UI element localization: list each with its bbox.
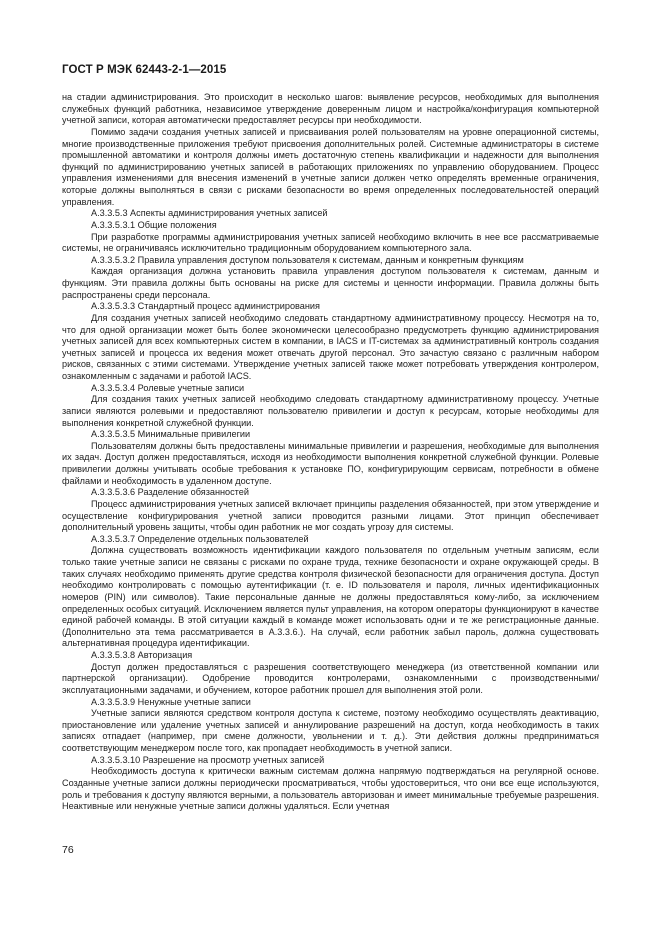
paragraph: А.3.3.5.3.5 Минимальные привилегии [91,429,251,440]
paragraph: на стадии администрирования. Это происходит в несколько шагов: выявление ресурсов, необходимых для выполнения служебных функций работника, независимое утверждение доверенным лицом и настройка/конфигурация компьютерной учетной записи, которая автоматически предоставляет ресурсы при необходимости. [62,92,599,126]
paragraph: А.3.3.5.3.4 Ролевые учетные записи [91,382,245,393]
paragraph: Для создания учетных записей необходимо следовать стандартному административному процессу. Несмотря на то, что для одной организации может быть более экономически целесообразно предусмотреть функцию администрирования учетных записей для всех компьютерных систем в компании, в IACS и IT-системах за административный контроль создания учетных записей и процесса их ведения может отвечать другой персонал. Это зачастую связано с различным набором рисков, связанных с этими системами. Утверждение учетных записей также может потребовать утверждения контролером, ознакомленным с задачами и работой IACS. [62,312,599,381]
paragraph: Необходимость доступа к критически важным системам должна напрямую подтверждаться на регулярной основе. Созданные учетные записи должны периодически просматриваться, чтобы удостовериться, что они все еще используются, роль и требования к доступу являются верными, а пользователь авторизован и имеет минимальные требуемые разрешения. Неактивные или ненужные учетные записи должны удаляться. Если учетная [62,766,599,812]
paragraph: А.3.3.5.3.2 Правила управления доступом пользователя к системам, данным и конкретным функциям [91,254,524,265]
paragraph: Пользователям должны быть предоставлены минимальные привилегии и разрешения, необходимые для выполнения их задач. Доступ должен предоставляться, исходя из необходимости выполнения конкретной служебной функции. Ролевые привилегии должны учитывать особые требования к установке ПО, конфигурирующим сервисам, потребности в обмене файлами и необходимость в удаленном доступе. [62,440,599,486]
paragraph: А.3.3.5.3.7 Определение отдельных пользователей [91,533,309,544]
paragraph: Должна существовать возможность идентификации каждого пользователя по отдельным учетным записям, если только такие учетные записи не связаны с рисками по охране труда, технике безопасности и охране окружающей среды. В таких случаях необходимо применять другие средства контроля физической безопасности для ограничения доступа. Доступ необходимо контролировать с помощью аутентификации (т. е. ID пользователя и пароля, личных идентификационных номеров (PIN) или символов). Такие персональные данные не должны предоставляться кому-либо, за исключением определенных особых ситуаций. Исключением является пульт управления, на котором операторы функционируют в качестве единой рабочей команды. В этой ситуации каждый в команде может использовать одни и те же регистрационные данные. (Дополнительно эта тема рассматривается в А.3.3.6.). На случай, если работник забыл пароль, должна существовать альтернативная процедура идентификации. [62,545,599,649]
paragraph: А.3.3.5.3.6 Разделение обязанностей [91,487,249,498]
document-header: ГОСТ Р МЭК 62443-2-1—2015 [62,64,227,76]
paragraph: А.3.3.5.3.1 Общие положения [91,219,217,230]
paragraph: Каждая организация должна установить правила управления доступом пользователя к системам, данным и функциям. Эти правила должны быть основаны на риске для системы и ценности информации. Правила должны быть распространены среди персонала. [62,266,599,300]
paragraph: А.3.3.5.3.8 Авторизация [91,650,193,660]
paragraph: Учетные записи являются средством контроля доступа к системе, поэтому необходимо осуществлять деактивацию, приостановление или удаление учетных записей и аннулирование разрешений на доступ, когда необходимость в таких записях отпадает (например, при смене должности, увольнении и т. д.). Эти действия должны предприниматься соответствующим менеджером после того, как пропадает необходимость в учетной записи. [62,708,599,753]
paragraph: А.3.3.5.3.10 Разрешение на просмотр учетных записей [91,754,325,765]
paragraph: Доступ должен предоставляться с разрешения соответствующего менеджера (из ответственной компании или партнерской организации). Одобрение проводится контролерами, ознакомленными с производственными/эксплуатационными задачами, и обучением, которое работник прошел для выполнения этой роли. [62,661,599,695]
paragraph: Помимо задачи создания учетных записей и присваивания ролей пользователям на уровне операционной системы, многие производственные приложения требуют присвоения дополнительных ролей. Системные администраторы в системе промышленной автоматики и контроля должны иметь достаточную степень квалификации и надежности для выполнения функций по администрированию учетных записей в работающих приложениях по управлению оборудованием. Процесс управления изменениями для внесения изменений в учетные записи должен четко определять временные ограничения, которые должны выполняться в связи с рисками безопасности во время определенных последовательностей операций управления. [62,126,599,207]
paragraph: А.3.3.5.3 Аспекты администрирования учетных записей [91,208,328,219]
paragraph: Для создания таких учетных записей необходимо следовать стандартному административному процессу. Учетные записи являются ролевыми и предоставляют пользователю привилегии и доступ к ресурсам, которые необходимы для выполнения конкретной служебной функции. [62,394,599,428]
paragraph: А.3.3.5.3.3 Стандартный процесс администрирования [91,301,320,312]
paragraph: Процесс администрирования учетных записей включает принципы разделения обязанностей, при этом утверждение и осуществление конфигурирования учетной записи проводится разными лицами. Этот принцип обеспечивает дополнительный уровень защиты, чтобы один работник не мог создать угрозу для системы. [62,498,599,533]
paragraph: А.3.3.5.3.9 Ненужные учетные записи [91,696,251,707]
body-text [62,92,599,813]
paragraph: При разработке программы администрирования учетных записей необходимо включить в нее все рассматриваемые системы, не ограничиваясь исключительно традиционным оборудованием компьютерного зала. [62,231,599,254]
page-number: 76 [62,844,74,856]
